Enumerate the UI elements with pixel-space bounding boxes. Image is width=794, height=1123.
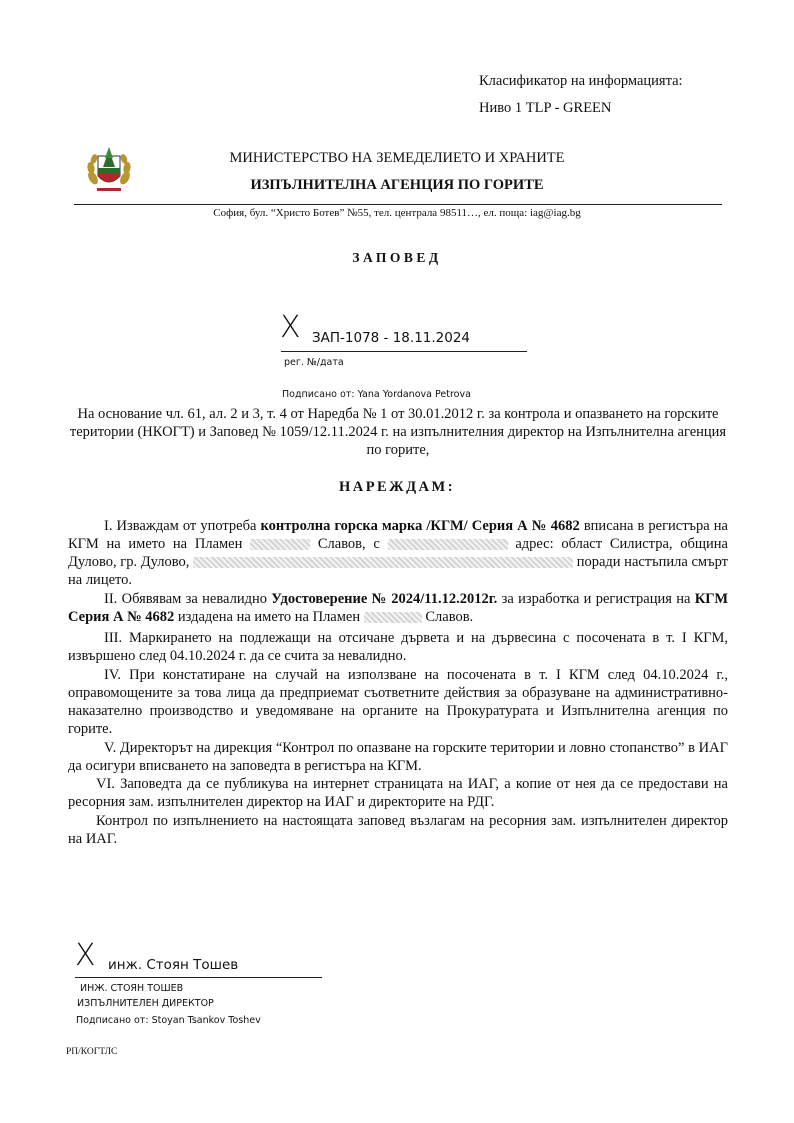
- item-2-text-c: за изработка и регистрация на: [497, 591, 695, 607]
- signature-line: [75, 977, 322, 978]
- agency-address: София, бул. “Христо Ботев” №55, тел. централа 98511…, ел. поща: iag@iag.bg: [213, 207, 581, 219]
- item-2-text-f: Славов.: [421, 609, 474, 625]
- order-heading: НАРЕЖДАМ:: [338, 479, 456, 495]
- order-item-5: V. Директорът на дирекция “Контрол по опазване на горските територии и ловно стопанство” в ИАГ да осигури вписването на заповедта в регистъра на КГМ.: [68, 740, 728, 774]
- registration-label: рег. №/дата: [284, 357, 344, 368]
- classification-block: [479, 68, 683, 122]
- item-1-text-d: Славов, с: [310, 536, 388, 552]
- redacted-street-address: [193, 557, 573, 568]
- director-title: ИЗПЪЛНИТЕЛЕН ДИРЕКТОР: [77, 998, 214, 1009]
- item-1-text-a: I. Изваждам от употреба: [104, 518, 261, 534]
- director-signature-name: инж. Стоян Тошев: [108, 957, 239, 973]
- redacted-middle-name: [364, 612, 422, 623]
- document-title: ЗАПОВЕД: [352, 250, 442, 265]
- order-basis: На основание чл. 61, ал. 2 и 3, т. 4 от Наредба № 1 от 30.01.2012 г. за контрола и опазването на горските територии (НКОГТ) и Заповед № 1059/12.11.2024 г. на изпълнителния директор на Изпълнителна агенция по горите,: [69, 406, 727, 458]
- item-2-text-e: издадена на името на Пламен: [174, 609, 364, 625]
- header-divider: [74, 204, 722, 205]
- item-1-text-f: поради настъпила смърт на лицето.: [68, 554, 729, 588]
- director-signature-mark: X: [75, 938, 96, 973]
- item-2-text-a: II. Обявявам за невалидно: [104, 591, 272, 607]
- item-1-text-e: адрес: област Силистра, община Дулово, гр. Дулово,: [68, 536, 728, 570]
- director-signed-by: Подписано от: Stoyan Tsankov Toshev: [76, 1015, 261, 1026]
- footer-code: РП/КОГТЛС: [66, 1047, 118, 1057]
- classification-label: Класификатор на информацията:: [479, 73, 683, 89]
- item-2-mark: КГМ Серия А № 4682: [68, 591, 729, 625]
- redacted-personal-id: [388, 539, 508, 550]
- registration-number: ЗАП-1078 - 18.11.2024: [312, 330, 471, 346]
- registration-signed-by: Подписано от: Yana Yordanova Petrova: [282, 389, 471, 400]
- ministry-name: МИНИСТЕРСТВО НА ЗЕМЕДЕЛИЕТО И ХРАНИТЕ: [229, 150, 565, 166]
- order-control-clause: Контрол по изпълнението на настоящата заповед възлагам на ресорния зам. изпълнителен директор на ИАГ.: [68, 813, 728, 847]
- agency-name: ИЗПЪЛНИТЕЛНА АГЕНЦИЯ ПО ГОРИТЕ: [250, 177, 544, 193]
- item-1-mark: контролна горска марка /КГМ/ Серия А № 4682: [260, 518, 580, 534]
- classification-level: Ниво 1 TLP - GREEN: [479, 100, 612, 116]
- order-item-2: [68, 590, 728, 626]
- order-item-1: [68, 517, 728, 589]
- registration-signature-mark: X: [280, 310, 301, 345]
- item-1-text-c: вписана в регистъра на КГМ на името на Пламен: [68, 518, 728, 552]
- redacted-middle-name: [250, 539, 310, 550]
- order-item-6: VI. Заповедта да се публикува на интернет страницата на ИАГ, а копие от нея да се предостави на ресорния зам. изпълнителен директор на ИАГ и директорите на РДГ.: [68, 776, 728, 810]
- order-item-4: IV. При констатиране на случай на използване на посочената в т. I КГМ след 04.10.2024 г., оправомощените за това лица да предприемат съответните действия за образуване на административно-наказателно производство и уведомяване на органите на Прокуратурата и Изпълнителна агенция по горите.: [68, 667, 728, 737]
- registration-line: [281, 351, 527, 352]
- order-item-3: III. Маркирането на подлежащи на отсичане дървета и на дървесина с посочената в т. I КГМ, извършено след 04.10.2024 г. да се счита за невалидно.: [68, 630, 728, 664]
- director-name-caps: ИНЖ. СТОЯН ТОШЕВ: [80, 983, 184, 994]
- item-2-certificate: Удостоверение № 2024/11.12.2012г.: [271, 591, 498, 607]
